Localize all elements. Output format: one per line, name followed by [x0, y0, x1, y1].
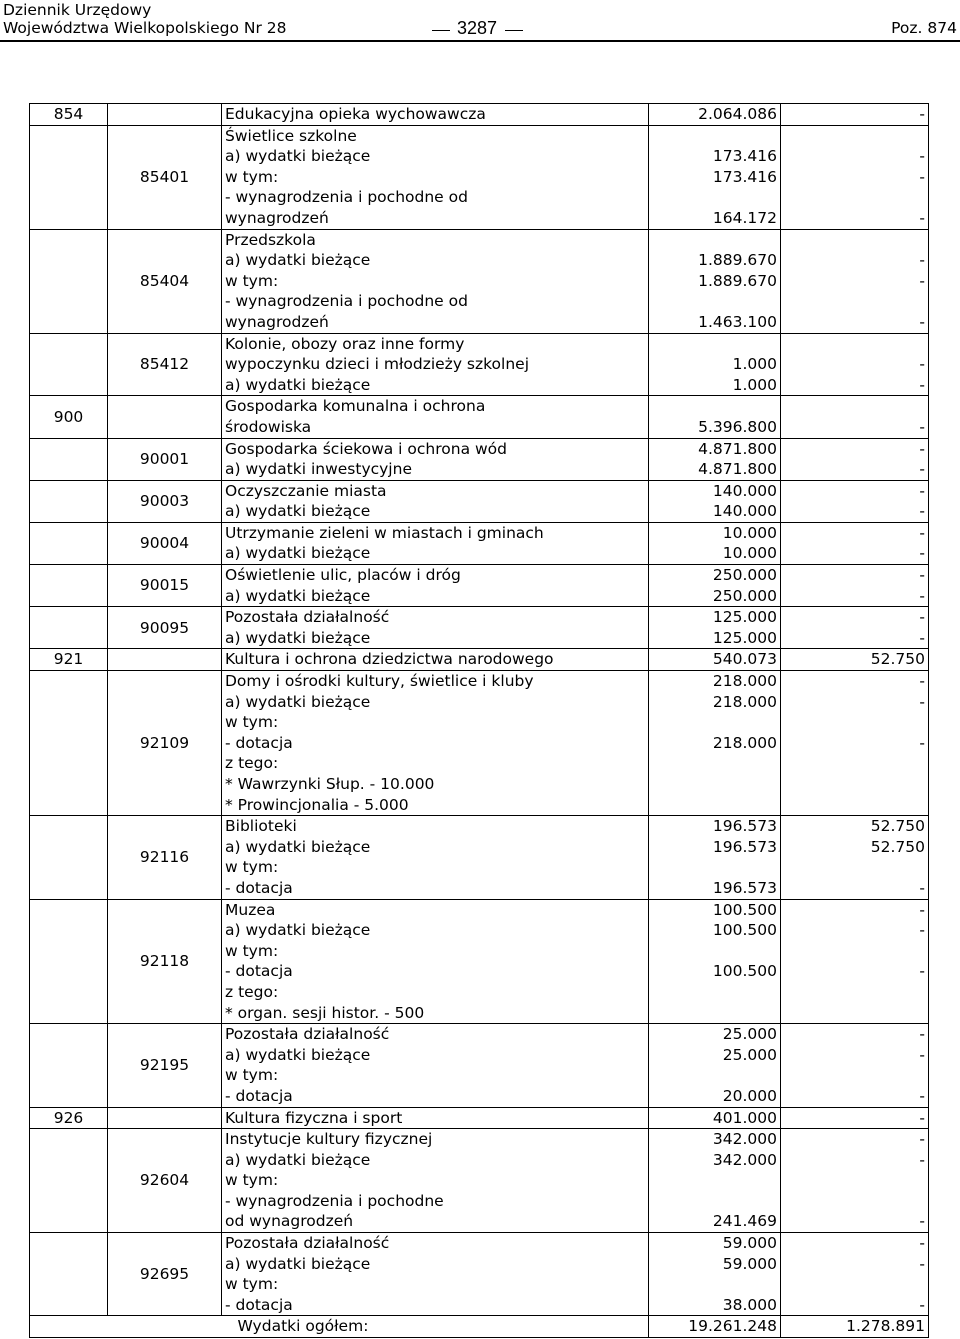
- description-cell: [222, 396, 649, 438]
- amount2-cell-line: -: [919, 439, 925, 458]
- amount-cell: [649, 1129, 781, 1233]
- amount2-cell-line: -: [919, 566, 925, 585]
- amount-cell: [649, 1107, 781, 1129]
- amount-cell-line: [649, 941, 777, 962]
- total-row: [30, 1316, 929, 1338]
- amount-cell-line: 164.172: [712, 208, 777, 227]
- amount2-cell-line: [781, 712, 925, 733]
- dzial-cell: [30, 229, 108, 333]
- dzial-cell: [30, 899, 108, 1024]
- table-row: [30, 1129, 929, 1233]
- amount2-cell-line: [781, 334, 925, 355]
- amount-cell: [649, 1233, 781, 1316]
- amount-cell-line: 218.000: [712, 692, 777, 711]
- amount-cell: [649, 1024, 781, 1107]
- dzial-cell: [30, 125, 108, 229]
- amount2-cell: [781, 396, 929, 438]
- description-cell-line: Biblioteki: [225, 817, 297, 836]
- amount2-cell-line: [781, 230, 925, 251]
- description-cell-line: a) wydatki bieżące: [225, 1045, 371, 1064]
- amount-cell-line: [649, 1191, 777, 1212]
- description-cell-line: Gospodarka ściekowa i ochrona wód: [225, 439, 508, 458]
- page-number: 3287: [457, 18, 498, 38]
- description-cell-line: Przedszkola: [225, 230, 316, 249]
- description-cell-line: a) wydatki bieżące: [225, 921, 371, 940]
- description-cell-line: a) wydatki bieżące: [225, 692, 371, 711]
- amount-cell-line: 4.871.800: [698, 439, 777, 458]
- amount2-cell-line: 52.750: [870, 650, 925, 669]
- amount2-cell-line: -: [919, 878, 925, 897]
- amount-cell-line: [649, 712, 777, 733]
- description-cell-line: z tego:: [225, 754, 279, 773]
- description-cell-line: w tym:: [225, 858, 279, 877]
- amount-cell: [649, 480, 781, 522]
- amount2-cell: [781, 671, 929, 816]
- description-cell: [222, 1107, 649, 1129]
- description-cell: [222, 649, 649, 671]
- amount-cell-line: 250.000: [712, 566, 777, 585]
- page-number-dash-left: [432, 30, 450, 31]
- description-cell-line: - dotacja: [225, 878, 293, 897]
- description-cell-line: w tym:: [225, 271, 279, 290]
- dzial-cell: [30, 333, 108, 396]
- table-row: [30, 1024, 929, 1107]
- amount2-cell-line: -: [919, 586, 925, 605]
- description-cell: [222, 522, 649, 564]
- amount-cell: [649, 438, 781, 480]
- amount-cell-line: 218.000: [712, 733, 777, 752]
- rozdzial-cell: 85401: [108, 125, 222, 229]
- rozdzial-cell: 90001: [108, 438, 222, 480]
- description-cell: [222, 1129, 649, 1233]
- amount2-cell-line: [781, 1003, 925, 1024]
- amount2-cell-line: -: [919, 1045, 925, 1064]
- description-cell-line: Pozostała działalność: [225, 1025, 390, 1044]
- amount2-cell-line: -: [919, 312, 925, 331]
- amount2-cell: [781, 607, 929, 649]
- table-row: [30, 816, 929, 899]
- amount-cell-line: 100.500: [712, 900, 777, 919]
- amount-cell-line: 100.500: [712, 921, 777, 940]
- amount-cell-line: [649, 1274, 777, 1295]
- description-cell-line: wynagrodzeń: [225, 312, 329, 331]
- dzial-cell: [30, 522, 108, 564]
- amount-cell-line: 1.889.670: [698, 271, 777, 290]
- amount2-cell-line: [781, 396, 925, 417]
- amount2-cell-line: [781, 291, 925, 312]
- table-row: [30, 438, 929, 480]
- amount2-cell: [781, 1024, 929, 1107]
- amount2-cell-line: -: [919, 271, 925, 290]
- description-cell-line: w tym:: [225, 713, 279, 732]
- amount-cell-line: 59.000: [722, 1234, 777, 1253]
- header-rule: [0, 40, 960, 42]
- amount2-cell: [781, 1107, 929, 1129]
- amount2-cell-line: -: [919, 1108, 925, 1127]
- amount2-cell: [781, 438, 929, 480]
- total-amount2: 1.278.891: [781, 1316, 929, 1338]
- amount-cell-line: [649, 774, 777, 795]
- amount-cell: [649, 125, 781, 229]
- table-row: [30, 899, 929, 1024]
- amount-cell-line: 173.416: [712, 167, 777, 186]
- amount2-cell: [781, 104, 929, 126]
- amount2-cell-line: -: [919, 1212, 925, 1231]
- dzial-cell: [30, 816, 108, 899]
- amount-cell-line: 218.000: [712, 672, 777, 691]
- rozdzial-cell: 90004: [108, 522, 222, 564]
- table-row: [30, 104, 929, 126]
- table-row: [30, 671, 929, 816]
- amount2-cell-line: -: [919, 375, 925, 394]
- amount-cell-line: 1.463.100: [698, 312, 777, 331]
- amount-cell: [649, 607, 781, 649]
- dzial-cell: 926: [30, 1107, 108, 1129]
- total-empty-cell: [108, 1316, 222, 1338]
- amount-cell-line: 241.469: [712, 1212, 777, 1231]
- amount2-cell-line: -: [919, 1086, 925, 1105]
- amount2-cell-line: -: [919, 460, 925, 479]
- journal-subtitle: Województwa Wielkopolskiego Nr 28: [3, 19, 287, 37]
- description-cell-line: a) wydatki bieżące: [225, 375, 371, 394]
- amount-cell-line: 540.073: [712, 650, 777, 669]
- rozdzial-cell: 92118: [108, 899, 222, 1024]
- amount-cell: [649, 229, 781, 333]
- rozdzial-cell: 85412: [108, 333, 222, 396]
- total-label: Wydatki ogółem:: [222, 1316, 649, 1338]
- amount2-cell-line: [781, 774, 925, 795]
- amount-cell: [649, 396, 781, 438]
- amount2-cell-line: -: [919, 208, 925, 227]
- table-row: [30, 480, 929, 522]
- amount2-cell: [781, 565, 929, 607]
- rozdzial-cell: 92116: [108, 816, 222, 899]
- amount-cell: [649, 333, 781, 396]
- amount-cell-line: 125.000: [712, 608, 777, 627]
- amount2-cell: [781, 1129, 929, 1233]
- amount2-cell-line: -: [919, 628, 925, 647]
- description-cell-line: Świetlice szkolne: [225, 126, 357, 145]
- description-cell-line: a) wydatki bieżące: [225, 628, 371, 647]
- table-row: [30, 565, 929, 607]
- description-cell: [222, 671, 649, 816]
- amount2-cell-line: -: [919, 481, 925, 500]
- amount-cell-line: 4.871.800: [698, 460, 777, 479]
- table-row: [30, 649, 929, 671]
- description-cell-line: Gospodarka komunalna i ochrona: [225, 397, 486, 416]
- amount-cell-line: 196.573: [712, 817, 777, 836]
- dzial-cell: 921: [30, 649, 108, 671]
- description-cell-line: - wynagrodzenia i pochodne od: [225, 188, 468, 207]
- amount2-cell: [781, 899, 929, 1024]
- amount-cell-line: 1.000: [732, 355, 777, 374]
- dzial-cell: 854: [30, 104, 108, 126]
- amount-cell-line: [649, 187, 777, 208]
- description-cell-line: a) wydatki bieżące: [225, 586, 371, 605]
- description-cell-line: a) wydatki bieżące: [225, 1254, 371, 1273]
- description-cell: [222, 565, 649, 607]
- total-amount: 19.261.248: [649, 1316, 781, 1338]
- description-cell-line: * Prowincjonalia - 5.000: [225, 795, 409, 814]
- amount2-cell-line: -: [919, 1130, 925, 1149]
- page-header: [0, 0, 960, 44]
- amount2-cell-line: [781, 857, 925, 878]
- dzial-cell: [30, 1233, 108, 1316]
- description-cell-line: a) wydatki bieżące: [225, 837, 371, 856]
- amount-cell-line: 173.416: [712, 147, 777, 166]
- dzial-cell: [30, 438, 108, 480]
- total-empty-cell: [30, 1316, 108, 1338]
- description-cell: [222, 1024, 649, 1107]
- description-cell-line: Pozostała działalność: [225, 608, 390, 627]
- amount2-cell-line: -: [919, 608, 925, 627]
- amount2-cell-line: -: [919, 544, 925, 563]
- amount2-cell: [781, 333, 929, 396]
- rozdzial-cell: 90095: [108, 607, 222, 649]
- description-cell-line: Pozostała działalność: [225, 1234, 390, 1253]
- amount2-cell-line: -: [919, 921, 925, 940]
- amount2-cell-line: 52.750: [870, 837, 925, 856]
- amount-cell: [649, 816, 781, 899]
- description-cell-line: Kultura i ochrona dziedzictwa narodowego: [225, 650, 554, 669]
- amount-cell-line: 100.500: [712, 962, 777, 981]
- amount-cell-line: 401.000: [712, 1108, 777, 1127]
- amount2-cell-line: [781, 795, 925, 816]
- description-cell-line: wynagrodzeń: [225, 208, 329, 227]
- amount2-cell-line: -: [919, 523, 925, 542]
- amount2-cell: [781, 649, 929, 671]
- description-cell-line: Oczyszczanie miasta: [225, 481, 387, 500]
- dzial-cell: [30, 607, 108, 649]
- amount-cell-line: 38.000: [722, 1295, 777, 1314]
- amount-cell-line: 250.000: [712, 586, 777, 605]
- description-cell-line: - dotacja: [225, 1295, 293, 1314]
- description-cell-line: w tym:: [225, 1171, 279, 1190]
- description-cell: [222, 607, 649, 649]
- amount2-cell-line: -: [919, 1254, 925, 1273]
- description-cell-line: Utrzymanie zieleni w miastach i gminach: [225, 523, 544, 542]
- amount-cell: [649, 104, 781, 126]
- amount2-cell-line: [781, 1191, 925, 1212]
- amount-cell-line: 2.064.086: [698, 105, 777, 123]
- amount2-cell: [781, 1233, 929, 1316]
- description-cell: [222, 480, 649, 522]
- description-cell-line: Instytucje kultury fizycznej: [225, 1130, 433, 1149]
- description-cell: [222, 125, 649, 229]
- amount-cell-line: [649, 1003, 777, 1024]
- description-cell: [222, 899, 649, 1024]
- amount2-cell-line: [781, 982, 925, 1003]
- description-cell: [222, 333, 649, 396]
- dzial-cell: [30, 565, 108, 607]
- dzial-cell: 900: [30, 396, 108, 438]
- dzial-cell: [30, 1024, 108, 1107]
- amount-cell-line: [649, 126, 777, 147]
- amount2-cell-line: [781, 126, 925, 147]
- rozdzial-cell: 90015: [108, 565, 222, 607]
- rozdzial-cell: 92109: [108, 671, 222, 816]
- description-cell-line: a) wydatki bieżące: [225, 147, 371, 166]
- amount2-cell-line: -: [919, 1150, 925, 1169]
- position-number: Poz. 874: [891, 19, 957, 37]
- description-cell: [222, 1233, 649, 1316]
- amount2-cell-line: -: [919, 962, 925, 981]
- amount2-cell-line: -: [919, 355, 925, 374]
- description-cell-line: - dotacja: [225, 1086, 293, 1105]
- amount2-cell-line: -: [919, 1295, 925, 1314]
- description-cell: [222, 104, 649, 126]
- amount-cell-line: 25.000: [722, 1045, 777, 1064]
- amount-cell-line: 125.000: [712, 628, 777, 647]
- amount2-cell-line: [781, 941, 925, 962]
- table-row: [30, 125, 929, 229]
- description-cell-line: a) wydatki bieżące: [225, 251, 371, 270]
- rozdzial-cell: [108, 396, 222, 438]
- amount2-cell-line: -: [919, 251, 925, 270]
- amount-cell: [649, 522, 781, 564]
- description-cell-line: Oświetlenie ulic, placów i dróg: [225, 566, 461, 585]
- amount-cell: [649, 671, 781, 816]
- description-cell-line: a) wydatki bieżące: [225, 544, 371, 563]
- table-row: [30, 1233, 929, 1316]
- amount-cell-line: [649, 1170, 777, 1191]
- amount-cell-line: 10.000: [722, 544, 777, 563]
- amount-cell-line: 20.000: [722, 1086, 777, 1105]
- amount-cell-line: 1.889.670: [698, 251, 777, 270]
- description-cell: [222, 438, 649, 480]
- amount-cell-line: 59.000: [722, 1254, 777, 1273]
- amount2-cell-line: [781, 187, 925, 208]
- amount-cell: [649, 899, 781, 1024]
- amount2-cell: [781, 816, 929, 899]
- description-cell-line: od wynagrodzeń: [225, 1212, 354, 1231]
- rozdzial-cell: [108, 1107, 222, 1129]
- amount-cell-line: 10.000: [722, 523, 777, 542]
- description-cell-line: a) wydatki inwestycyjne: [225, 460, 412, 479]
- description-cell-line: wypoczynku dzieci i młodzieży szkolnej: [225, 355, 530, 374]
- description-cell-line: - dotacja: [225, 733, 293, 752]
- amount-cell-line: [649, 982, 777, 1003]
- amount2-cell-line: -: [919, 502, 925, 521]
- dzial-cell: [30, 480, 108, 522]
- description-cell-line: * organ. sesji histor. - 500: [225, 1003, 425, 1022]
- amount2-cell: [781, 522, 929, 564]
- amount-cell-line: 196.573: [712, 837, 777, 856]
- rozdzial-cell: 92195: [108, 1024, 222, 1107]
- amount2-cell-line: -: [919, 167, 925, 186]
- amount2-cell: [781, 229, 929, 333]
- description-cell-line: Edukacyjna opieka wychowawcza: [225, 105, 486, 123]
- amount2-cell-line: [781, 1274, 925, 1295]
- description-cell-line: w tym:: [225, 1066, 279, 1085]
- description-cell-line: z tego:: [225, 982, 279, 1001]
- description-cell-line: a) wydatki bieżące: [225, 1150, 371, 1169]
- description-cell: [222, 816, 649, 899]
- rozdzial-cell: 92695: [108, 1233, 222, 1316]
- dzial-cell: [30, 1129, 108, 1233]
- description-cell-line: Domy i ośrodki kultury, świetlice i kluby: [225, 672, 534, 691]
- amount-cell-line: 140.000: [712, 481, 777, 500]
- amount2-cell-line: -: [919, 105, 925, 123]
- page-number-dash-right: [505, 30, 523, 31]
- description-cell-line: - dotacja: [225, 962, 293, 981]
- description-cell-line: - wynagrodzenia i pochodne: [225, 1191, 444, 1210]
- description-cell-line: a) wydatki bieżące: [225, 502, 371, 521]
- amount-cell-line: [649, 1065, 777, 1086]
- amount2-cell-line: -: [919, 672, 925, 691]
- journal-title: Dziennik Urzędowy: [3, 1, 152, 19]
- rozdzial-cell: 90003: [108, 480, 222, 522]
- amount2-cell: [781, 125, 929, 229]
- description-cell-line: środowiska: [225, 417, 312, 436]
- dzial-cell: [30, 671, 108, 816]
- amount2-cell-line: 52.750: [870, 817, 925, 836]
- description-cell-line: w tym:: [225, 167, 279, 186]
- amount2-cell-line: -: [919, 417, 925, 436]
- table-row: [30, 229, 929, 333]
- rozdzial-cell: 92604: [108, 1129, 222, 1233]
- amount-cell: [649, 565, 781, 607]
- description-cell-line: Muzea: [225, 900, 276, 919]
- description-cell-line: - wynagrodzenia i pochodne od: [225, 292, 468, 311]
- amount2-cell-line: -: [919, 1234, 925, 1253]
- amount-cell-line: 1.000: [732, 375, 777, 394]
- amount2-cell-line: [781, 1065, 925, 1086]
- table-row: [30, 522, 929, 564]
- amount2-cell-line: -: [919, 1025, 925, 1044]
- description-cell-line: Kolonie, obozy oraz inne formy: [225, 334, 465, 353]
- amount-cell-line: 140.000: [712, 502, 777, 521]
- rozdzial-cell: 85404: [108, 229, 222, 333]
- amount-cell-line: [649, 857, 777, 878]
- amount-cell: [649, 649, 781, 671]
- table-row: [30, 607, 929, 649]
- amount2-cell-line: -: [919, 900, 925, 919]
- description-cell-line: w tym:: [225, 941, 279, 960]
- amount2-cell-line: [781, 753, 925, 774]
- amount-cell-line: [649, 230, 777, 251]
- description-cell-line: Kultura fizyczna i sport: [225, 1108, 403, 1127]
- amount-cell-line: [649, 396, 777, 417]
- amount2-cell-line: [781, 1170, 925, 1191]
- rozdzial-cell: [108, 104, 222, 126]
- table-row: [30, 333, 929, 396]
- amount-cell-line: 342.000: [712, 1130, 777, 1149]
- amount2-cell-line: -: [919, 692, 925, 711]
- rozdzial-cell: [108, 649, 222, 671]
- amount2-cell-line: -: [919, 733, 925, 752]
- description-cell-line: w tym:: [225, 1275, 279, 1294]
- amount2-cell-line: -: [919, 147, 925, 166]
- table-row: [30, 1107, 929, 1129]
- description-cell-line: * Wawrzynki Słup. - 10.000: [225, 775, 435, 793]
- amount-cell-line: 5.396.800: [698, 417, 777, 436]
- amount2-cell: [781, 480, 929, 522]
- amount-cell-line: [649, 753, 777, 774]
- budget-table: [29, 103, 929, 1338]
- amount-cell-line: 196.573: [712, 878, 777, 897]
- amount-cell-line: [649, 795, 777, 816]
- amount-cell-line: [649, 334, 777, 355]
- amount-cell-line: 342.000: [712, 1150, 777, 1169]
- description-cell: [222, 229, 649, 333]
- amount-cell-line: [649, 291, 777, 312]
- amount-cell-line: 25.000: [722, 1025, 777, 1044]
- table-row: [30, 396, 929, 438]
